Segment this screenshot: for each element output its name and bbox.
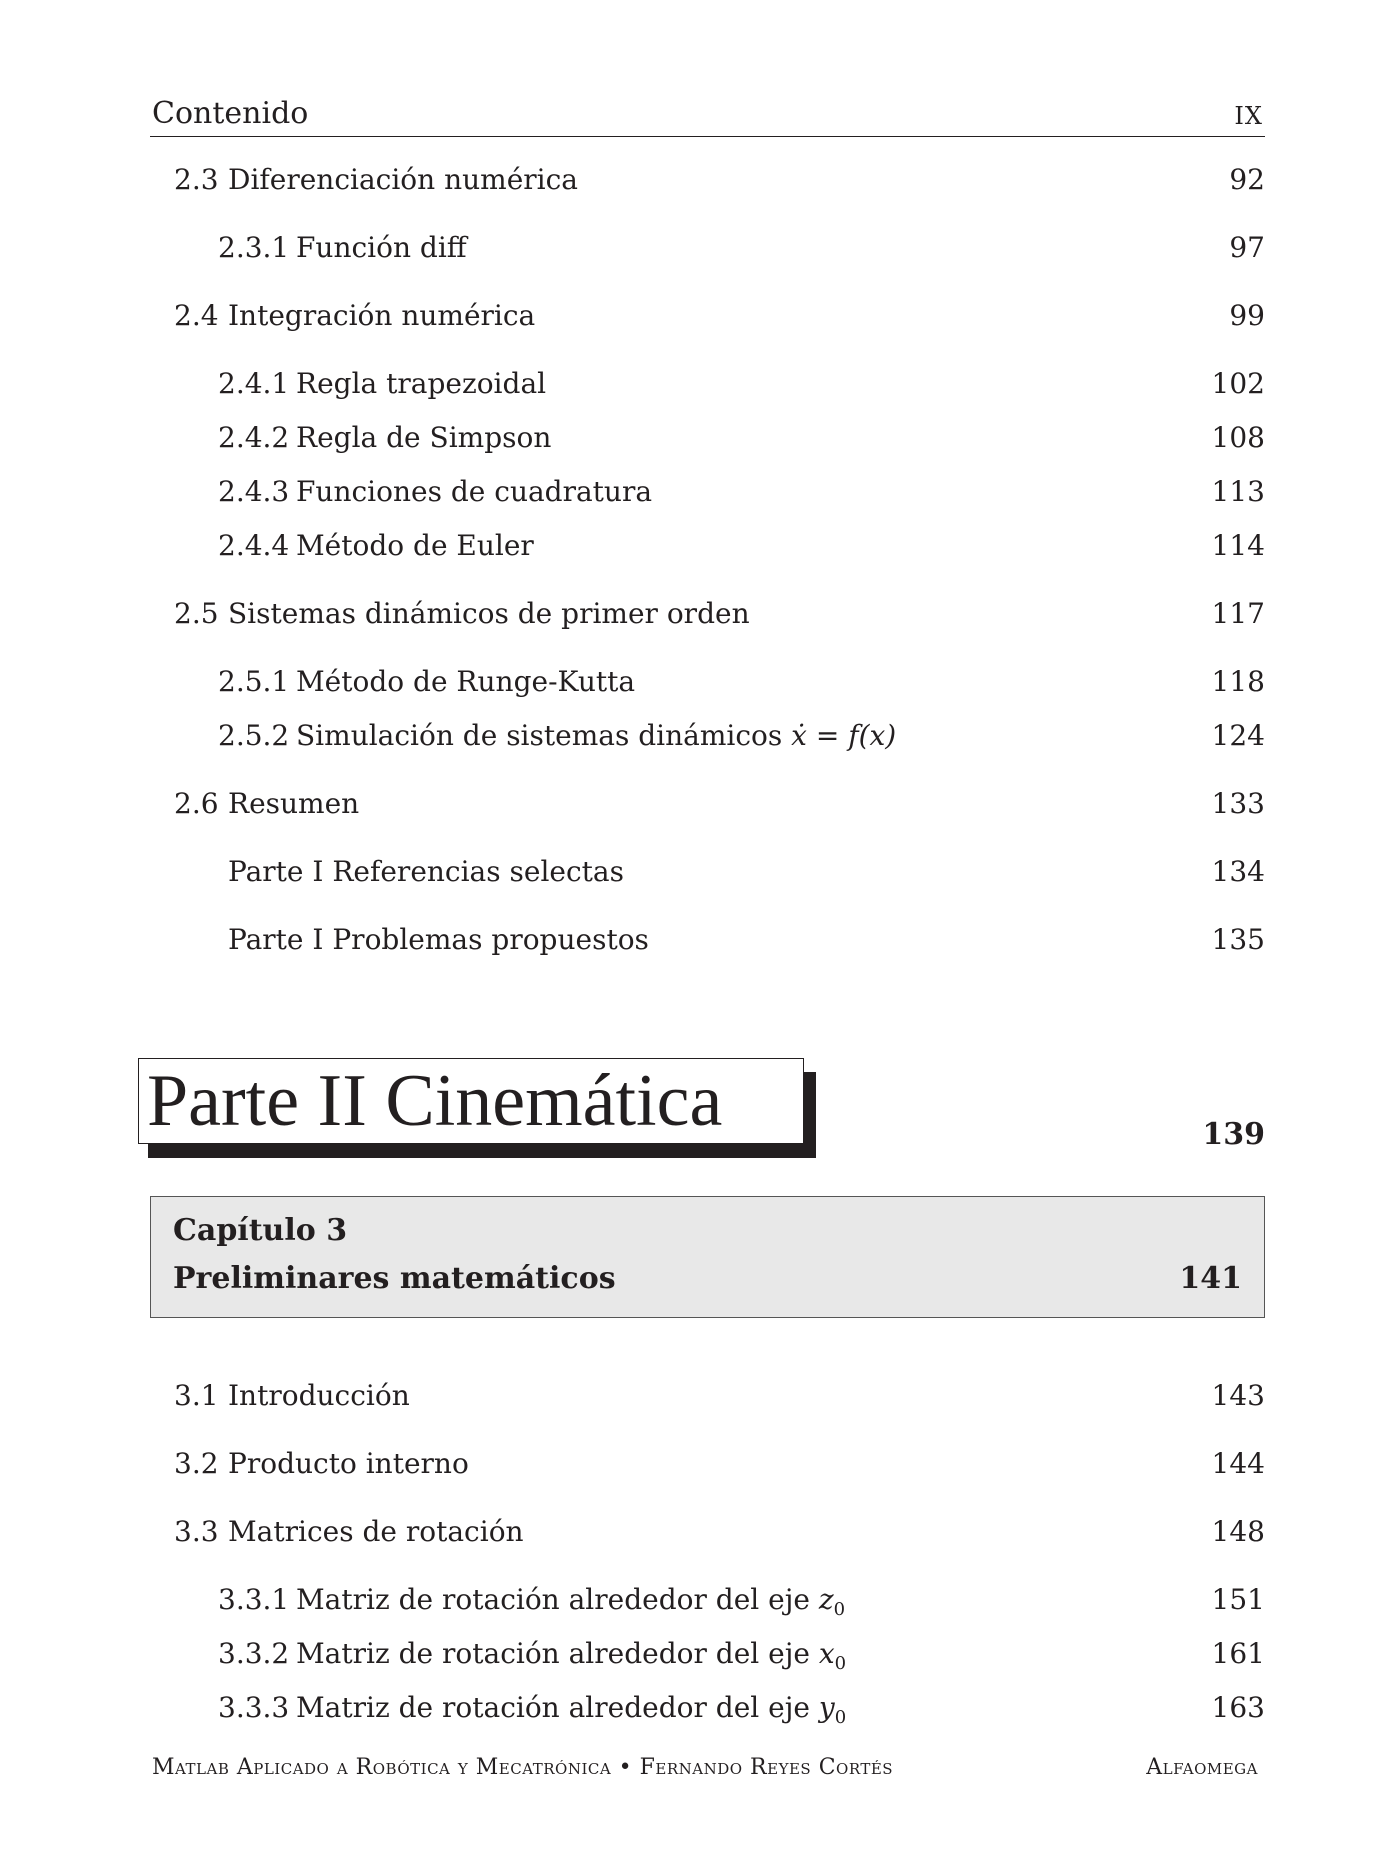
toc-entry-page: 144 bbox=[1211, 1447, 1265, 1480]
chapter-title: Preliminares matemáticos bbox=[173, 1261, 616, 1296]
toc-entry-number: 2.4 bbox=[174, 299, 219, 332]
toc-entry-title: Introducción bbox=[228, 1379, 410, 1412]
toc-entry-title: Sistemas dinámicos de primer orden bbox=[228, 597, 750, 630]
toc-entry-number: 3.3.3 bbox=[218, 1691, 290, 1724]
toc-entry[interactable] bbox=[174, 160, 1265, 200]
toc-entry-title: Producto interno bbox=[228, 1447, 469, 1480]
toc-entry-title: Parte I Referencias selectas bbox=[228, 855, 624, 888]
toc-entry-number: 3.3.2 bbox=[218, 1637, 290, 1670]
toc-entry-page: 114 bbox=[1211, 529, 1265, 562]
toc-entry-title-text: Matriz de rotación alrededor del eje bbox=[296, 1691, 810, 1724]
part-title: Parte II Cinemática bbox=[147, 1060, 723, 1142]
toc-entry[interactable] bbox=[174, 784, 1265, 824]
toc-entry-title: Funciones de cuadratura bbox=[296, 475, 653, 508]
toc-entry-number: 3.3.1 bbox=[218, 1583, 290, 1616]
toc-entry-title-text: Simulación de sistemas dinámicos bbox=[296, 719, 783, 752]
toc-entry-title: Regla de Simpson bbox=[296, 421, 552, 454]
toc-entry-number: 3.3 bbox=[174, 1515, 219, 1548]
toc-entry-number: 2.5.1 bbox=[218, 665, 290, 698]
toc-entry-number: 2.4.1 bbox=[218, 367, 290, 400]
toc-entry-page: 99 bbox=[1229, 299, 1265, 332]
toc-entry[interactable] bbox=[174, 1512, 1265, 1552]
toc-entry[interactable] bbox=[218, 1688, 1265, 1728]
footer-publisher: Alfaomega bbox=[1146, 1755, 1258, 1780]
toc-entry-number: 3.2 bbox=[174, 1447, 219, 1480]
math-axis-subscript: 0 bbox=[834, 1707, 847, 1728]
toc-entry-page: 161 bbox=[1211, 1637, 1265, 1670]
math-axis: z bbox=[818, 1583, 834, 1616]
toc-entry-title: Método de Runge-Kutta bbox=[296, 665, 636, 698]
toc-entry-title: Resumen bbox=[228, 787, 360, 820]
toc-entry[interactable] bbox=[218, 472, 1265, 512]
toc-entry[interactable] bbox=[218, 1580, 1265, 1620]
toc-entry[interactable] bbox=[174, 1444, 1265, 1484]
toc-entry-page: 151 bbox=[1211, 1583, 1265, 1616]
toc-entry[interactable] bbox=[218, 228, 1265, 268]
toc-entry-title-text: Matriz de rotación alrededor del eje bbox=[296, 1637, 810, 1670]
header-page-number: IX bbox=[1234, 102, 1263, 130]
toc-entry-page: 148 bbox=[1211, 1515, 1265, 1548]
toc-entry-page: 118 bbox=[1211, 665, 1265, 698]
toc-entry[interactable] bbox=[218, 364, 1265, 404]
toc-entry-page: 117 bbox=[1211, 597, 1265, 630]
toc-entry-title bbox=[296, 1634, 846, 1684]
toc-entry-number: 2.4.4 bbox=[218, 529, 290, 562]
math-axis-subscript: 0 bbox=[833, 1599, 846, 1620]
toc-entry-number: 3.1 bbox=[174, 1379, 219, 1412]
chapter-label: Capítulo 3 bbox=[173, 1213, 348, 1248]
part-heading-frame bbox=[138, 1058, 804, 1144]
part-page-number: 139 bbox=[1202, 1117, 1265, 1152]
math-axis: y bbox=[818, 1691, 835, 1724]
toc-entry-page: 134 bbox=[1211, 855, 1265, 888]
toc-entry[interactable] bbox=[218, 418, 1265, 458]
toc-entry-page: 102 bbox=[1211, 367, 1265, 400]
toc-entry-title bbox=[296, 1688, 846, 1738]
toc-entry[interactable] bbox=[218, 1634, 1265, 1674]
toc-entry-title: Diferenciación numérica bbox=[228, 163, 578, 196]
toc-entry-title: Matrices de rotación bbox=[228, 1515, 524, 1548]
toc-entry-number: 2.4.3 bbox=[218, 475, 290, 508]
toc-entry-page: 135 bbox=[1211, 923, 1265, 956]
toc-entry[interactable] bbox=[218, 526, 1265, 566]
toc-entry-number: 2.4.2 bbox=[218, 421, 290, 454]
toc-entry-page: 163 bbox=[1211, 1691, 1265, 1724]
toc-entry-title: Regla trapezoidal bbox=[296, 367, 547, 400]
toc-entry-page: 124 bbox=[1211, 719, 1265, 752]
toc-entry-page: 92 bbox=[1229, 163, 1265, 196]
toc-entry-title: Parte I Problemas propuestos bbox=[228, 923, 649, 956]
toc-entry-page: 113 bbox=[1211, 475, 1265, 508]
toc-entry[interactable] bbox=[218, 662, 1265, 702]
toc-entry-title: Función diff bbox=[296, 231, 467, 264]
footer-book-title: Matlab Aplicado a Robótica y Mecatrónica • Fernando Reyes Cortés bbox=[152, 1755, 894, 1780]
toc-entry-page: 133 bbox=[1211, 787, 1265, 820]
toc-entry[interactable] bbox=[174, 296, 1265, 336]
toc-entry-title bbox=[296, 716, 896, 756]
toc-entry-title: Integración numérica bbox=[228, 299, 536, 332]
math-axis: x bbox=[818, 1637, 835, 1670]
toc-entry-number: 2.3.1 bbox=[218, 231, 290, 264]
toc-entry[interactable] bbox=[228, 852, 1265, 892]
toc-entry-number: 2.5 bbox=[174, 597, 219, 630]
toc-entry-title: Método de Euler bbox=[296, 529, 534, 562]
toc-entry-page: 108 bbox=[1211, 421, 1265, 454]
toc-entry[interactable] bbox=[228, 920, 1265, 960]
chapter-box[interactable] bbox=[150, 1196, 1265, 1318]
math-axis-subscript: 0 bbox=[834, 1653, 847, 1674]
toc-entry-title-text: Matriz de rotación alrededor del eje bbox=[296, 1583, 810, 1616]
toc-entry[interactable] bbox=[174, 594, 1265, 634]
toc-entry-number: 2.3 bbox=[174, 163, 219, 196]
part-heading[interactable] bbox=[138, 1058, 818, 1158]
toc-entry-number: 2.5.2 bbox=[218, 719, 290, 752]
toc-entry[interactable] bbox=[174, 1376, 1265, 1416]
toc-entry-title bbox=[296, 1580, 845, 1630]
toc-entry[interactable] bbox=[218, 716, 1265, 756]
math-expression: ẋ = f(x) bbox=[791, 719, 897, 752]
toc-entry-page: 143 bbox=[1211, 1379, 1265, 1412]
toc-entry-number: 2.6 bbox=[174, 787, 219, 820]
toc-entry-page: 97 bbox=[1229, 231, 1265, 264]
header-section-title: Contenido bbox=[152, 96, 309, 131]
running-header bbox=[150, 96, 1265, 137]
chapter-page-number: 141 bbox=[1179, 1261, 1242, 1296]
